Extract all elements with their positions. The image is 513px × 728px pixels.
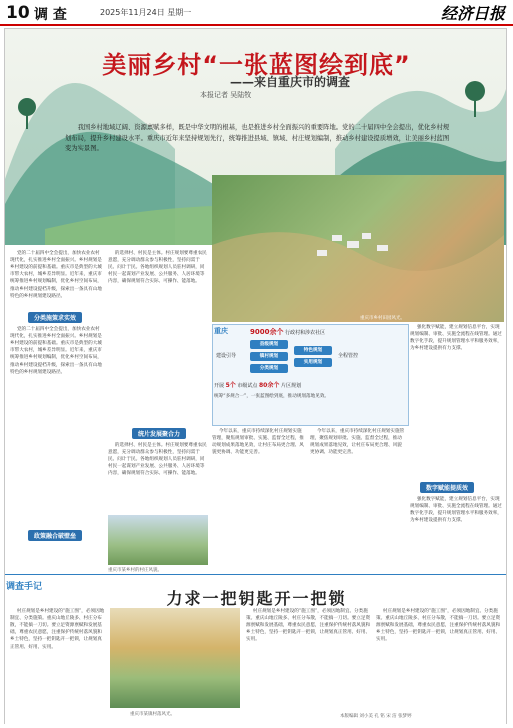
flow-left-label: 建设引导	[216, 353, 237, 359]
byline: 本报记者 吴陆牧	[200, 91, 252, 99]
column-label: 调查手记	[6, 582, 43, 592]
section-heading-2: 统片发展聚合力	[132, 428, 186, 439]
flow-item-2: 镇村规划	[250, 352, 288, 361]
column-rule	[5, 574, 506, 575]
article-subtitle: ——来自重庆市的调查	[230, 75, 351, 89]
village-illustration	[212, 175, 504, 322]
photo-gate	[108, 515, 208, 565]
body-column-2b: 的选择村、村民是主体。村庄规划要尊重农民意愿，充分调动群众参与积极性，坚持问需于民、问计于民。各地组织规划人员驻村调研，同村民一起谋划产业发展、公共服务、人居环境等内容，确保规划符合实际、可操作、能落地。	[108, 443, 207, 477]
infobox-summary: 统筹“多规合一”，一张蓝图绘到底，推动规划落地见效。	[214, 394, 330, 399]
flow-item-5: 实用规划	[294, 358, 332, 367]
column-title: 力求一把钥匙开一把锁	[166, 589, 347, 608]
section-heading-3: 政策融合破壁垒	[28, 530, 82, 541]
photo-caption-3: 重庆市某镇村落风光。	[130, 712, 175, 717]
section-name: 调 查	[34, 7, 67, 23]
infobox-stat-1	[250, 327, 325, 337]
header-rule	[0, 24, 513, 26]
issue-date: 2025年11月24日 星期一	[100, 8, 192, 17]
column-text-2: 村庄规划是乡村建设的“施工图”，必须因地制宜、分类施策。重庆山地丘陵多、村庄分布散，不能搞一刀切。要立足资源禀赋和发展基础，尊重农民意愿，注重保护传统村落风貌和乡土特色，坚持一把钥匙开一把锁，让规划真正管用、好用、实用。	[246, 609, 371, 643]
stat-2-value: 5个	[225, 382, 236, 389]
stat-2-suffix: 片区规划	[280, 383, 301, 389]
body-column-3b: 今年以来，重庆市持续深化村庄规划实施管理，聚焦规划审批、实施、监督全过程，推动规划成果落地见效，让村庄布局更合理、风貌更协调、功能更完善。	[310, 429, 405, 456]
flow-item-3: 分类规划	[250, 364, 288, 373]
body-column-3a: 今年以来，重庆市持续深化村庄规划实施管理，聚焦规划审批、实施、监督全过程，推动规划成果落地见效，让村庄布局更合理、风貌更协调、功能更完善。	[212, 429, 304, 456]
flow-item-4: 特色规划	[294, 346, 332, 355]
section-heading-1: 分类施策求实效	[28, 312, 82, 323]
column-text-3: 村庄规划是乡村建设的“施工图”，必须因地制宜、分类施策。重庆山地丘陵多、村庄分布散，不能搞一刀切。要立足资源禀赋和发展基础，尊重农民意愿，注重保护传统村落风貌和乡土特色，坚持一把钥匙开一把锁，让规划真正管用、好用、实用。	[376, 609, 501, 643]
column-text-1: 村庄规划是乡村建设的“施工图”，必须因地制宜、分类施策。重庆山地丘陵多、村庄分布散，不能搞一刀切。要立足资源禀赋和发展基础，尊重农民意愿，注重保护传统村落风貌和乡土特色，坚持一把钥匙开一把锁，让规划真正管用、好用、实用。	[10, 609, 105, 650]
stat-2-prefix: 开展	[214, 383, 225, 389]
infobox-stat-2	[214, 380, 301, 389]
body-column-4a: 强化数字赋能，建立规划信息平台，实现规划编制、审批、实施全流程在线管理。通过数字化手段，提升规划管理水平和服务效率，为乡村建设提供有力支撑。	[410, 325, 502, 352]
lead-paragraph: 我国乡村地域辽阔、资源禀赋多样，既是中华文明的根基，也是推进乡村全面振兴的重要阵地。党的二十届四中全会提出，优化乡村规划布局，提升乡村建设水平。重庆市近年来坚持规划先行，统筹推进县域、镇域、村庄规划编制，推动乡村建设提质增效，让美丽乡村蓝图变为实景图。	[65, 124, 450, 153]
photo-village-street	[110, 608, 240, 708]
stat-1-text: 行政村和涉农社区	[285, 330, 326, 336]
photo-village-aerial	[212, 175, 504, 322]
photo-caption-1: 重庆市乡村田园风光。	[360, 316, 405, 321]
flow-item-1: 县级规划	[250, 340, 288, 349]
body-column-4b: 强化数字赋能，建立规划信息平台，实现规划编制、审批、实施全流程在线管理。通过数字化手段，提升规划管理水平和服务效率，为乡村建设提供有力支撑。	[410, 497, 502, 524]
section-heading-4: 数字赋能提质效	[420, 482, 474, 493]
flow-right-label: 全程管控	[338, 353, 359, 359]
newspaper-logo: 经济日报	[440, 4, 505, 23]
article-title: 美丽乡村“一张蓝图绘到底”	[102, 51, 411, 79]
body-column-2a: 的选择村、村民是主体。村庄规划要尊重农民意愿，充分调动群众参与积极性，坚持问需于民、问计于民。各地组织规划人员驻村调研，同村民一起谋划产业发展、公共服务、人居环境等内容，确保规划符合实际、可操作、能落地。	[108, 251, 207, 285]
infobox-label: 重庆	[214, 327, 228, 335]
stat-2-mid: 市级试点	[237, 383, 258, 389]
page-number: 10	[6, 3, 30, 23]
body-column-1a: 党的二十届四中全会提出，加快农业农村现代化，扎实推进乡村全面振兴。乡村规划是乡村建设的前提和基础。重庆市是典型的大城市带大农村，城乡差异明显。近年来，重庆市统筹推进乡村规划编制，优化乡村空间布局，推动乡村建设提档升级，探索出一条具有山地特色的乡村规划建设路径。	[10, 251, 102, 299]
body-column-1b: 党的二十届四中全会提出，加快农业农村现代化，扎实推进乡村全面振兴。乡村规划是乡村建设的前提和基础。重庆市是典型的大城市带大农村，城乡差异明显。近年来，重庆市统筹推进乡村规划编制，优化乡村空间布局，推动乡村建设提档升级，探索出一条具有山地特色的乡村规划建设路径。	[10, 327, 102, 375]
stat-2-value-b: 80余个	[259, 382, 280, 389]
editors-line: 本版编辑 刘小美 孔 铭 宋 洁 张梦婷	[340, 714, 412, 719]
photo-caption-2: 重庆市某乡村的村庄风貌。	[108, 568, 162, 573]
infobox	[212, 324, 409, 426]
stat-1-value: 9000余个	[250, 328, 284, 336]
